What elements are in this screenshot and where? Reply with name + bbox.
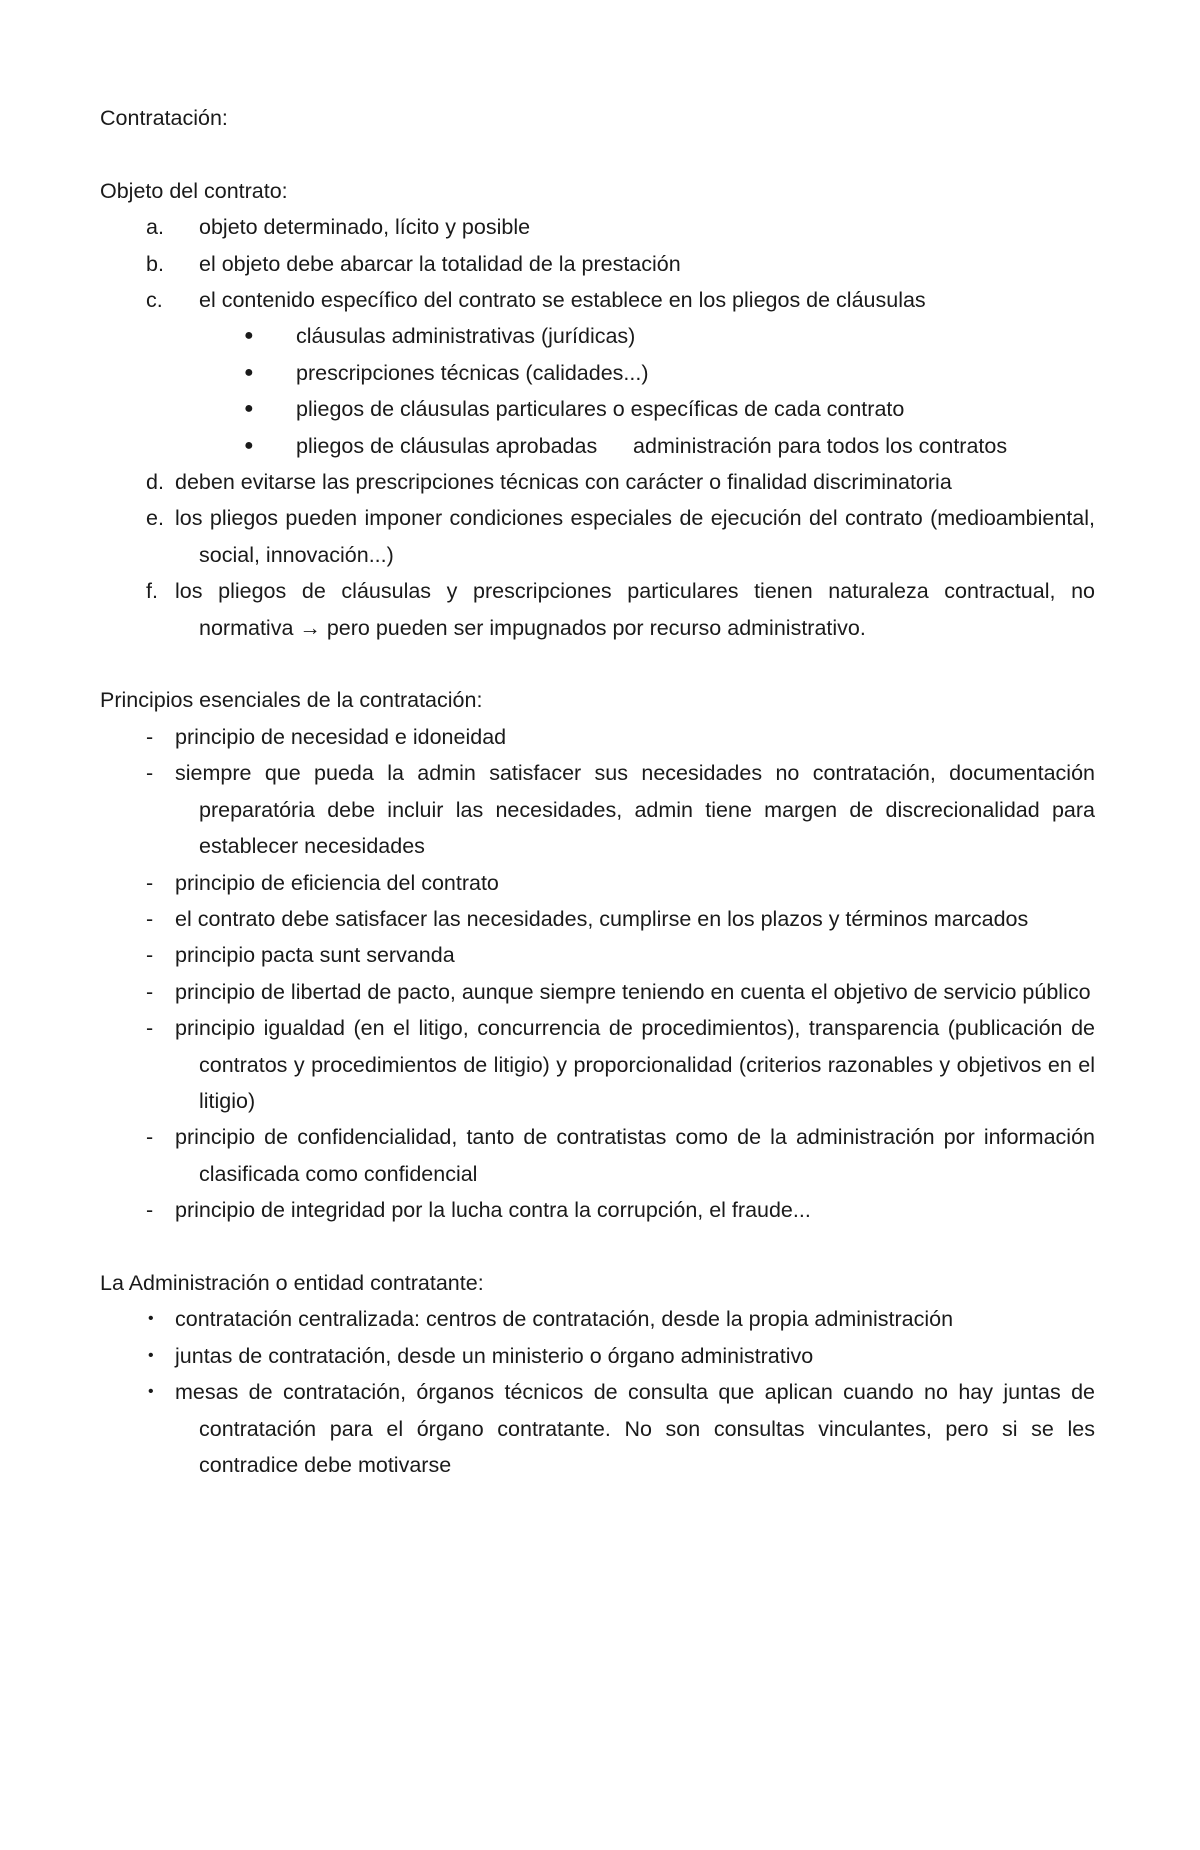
list-item: • mesas de contratación, órganos técnicos de consulta que aplican cuando no hay juntas de contratación para el órgano contratante. No son consultas vinculantes, pero si se les contradice debe motivarse xyxy=(100,1374,1095,1483)
list-item: - principio de eficiencia del contrato xyxy=(100,865,1095,901)
bullet-icon: ● xyxy=(244,327,254,345)
list-item: d. deben evitarse las prescripciones técnicas con carácter o finalidad discriminatoria xyxy=(100,464,1095,500)
list-marker: e. xyxy=(146,506,164,531)
bullet-icon: • xyxy=(148,1383,154,1401)
list-item: - principio de libertad de pacto, aunque siempre teniendo en cuenta el objetivo de servicio público xyxy=(100,974,1095,1010)
bullet-icon: • xyxy=(148,1310,154,1328)
list-item: - siempre que pueda la admin satisfacer sus necesidades no contratación, documentación preparatória debe incluir las necesidades, admin tiene margen de discrecionalidad para establecer necesidades xyxy=(100,755,1095,864)
list-marker: - xyxy=(146,1125,154,1150)
spacer xyxy=(100,1229,1095,1265)
list-item: - el contrato debe satisfacer las necesidades, cumplirse en los plazos y términos marcados xyxy=(100,901,1095,937)
sublist-item: ● cláusulas administrativas (jurídicas) xyxy=(100,318,1095,354)
list-item: - principio igualdad (en el litigo, concurrencia de procedimientos), transparencia (publicación de contratos y procedimientos de litigio) y proporcionalidad (criterios razonables y objetivos en el litigio) xyxy=(100,1010,1095,1119)
list-item: - principio pacta sunt servanda xyxy=(100,937,1095,973)
list-marker: - xyxy=(146,943,154,968)
list-marker: d. xyxy=(146,470,164,495)
list-marker: - xyxy=(146,1016,154,1041)
document-title: Contratación: xyxy=(100,106,228,130)
list-item: - principio de confidencialidad, tanto de contratistas como de la administración por información clasificada como confidencial xyxy=(100,1119,1095,1192)
pliegos-sublist xyxy=(100,318,1095,464)
list-marker: b. xyxy=(146,251,164,276)
list-item: e. los pliegos pueden imponer condiciones especiales de ejecución del contrato (medioambiental, social, innovación...) xyxy=(100,500,1095,573)
bullet-icon: ● xyxy=(244,363,254,381)
principios-list xyxy=(100,719,1095,1229)
list-item: b. el objeto debe abarcar la totalidad de la prestación xyxy=(100,246,1095,282)
list-marker: - xyxy=(146,761,154,786)
list-marker: a. xyxy=(146,215,164,240)
sublist-item: ● pliegos de cláusulas particulares o específicas de cada contrato xyxy=(100,391,1095,427)
list-item: - principio de necesidad e idoneidad xyxy=(100,719,1095,755)
list-marker: c. xyxy=(146,288,163,313)
bullet-icon: ● xyxy=(244,436,254,454)
list-marker: - xyxy=(146,979,154,1004)
spacer xyxy=(100,646,1095,682)
sublist-item: ● prescripciones técnicas (calidades...) xyxy=(100,355,1095,391)
list-item: f. los pliegos de cláusulas y prescripciones particulares tienen naturaleza contractual, no normativa → pero pueden ser impugnados por recurso administrativo. xyxy=(100,573,1095,646)
list-marker: - xyxy=(146,724,154,749)
spacer xyxy=(100,136,1095,172)
list-item: c. el contenido específico del contrato se establece en los pliegos de cláusulas xyxy=(100,282,1095,318)
list-marker: f. xyxy=(146,579,158,604)
list-item: a. objeto determinado, lícito y posible xyxy=(100,209,1095,245)
objeto-list-continued xyxy=(100,464,1095,646)
sublist-item: ● pliegos de cláusulas aprobadas administración para todos los contratos xyxy=(100,428,1095,464)
section-heading-objeto: Objeto del contrato: xyxy=(100,178,288,203)
bullet-icon: • xyxy=(148,1346,154,1364)
section-heading-principios: Principios esenciales de la contratación: xyxy=(100,688,483,713)
administracion-list xyxy=(100,1301,1095,1483)
document-page xyxy=(100,100,1095,1483)
list-item: - principio de integridad por la lucha contra la corrupción, el fraude... xyxy=(100,1192,1095,1228)
list-marker: - xyxy=(146,870,154,895)
list-marker: - xyxy=(146,1198,154,1223)
list-item: • contratación centralizada: centros de contratación, desde la propia administración xyxy=(100,1301,1095,1337)
list-item: • juntas de contratación, desde un ministerio o órgano administrativo xyxy=(100,1338,1095,1374)
bullet-icon: ● xyxy=(244,400,254,418)
section-heading-administracion: La Administración o entidad contratante: xyxy=(100,1270,484,1295)
objeto-list xyxy=(100,209,1095,318)
list-marker: - xyxy=(146,906,154,931)
